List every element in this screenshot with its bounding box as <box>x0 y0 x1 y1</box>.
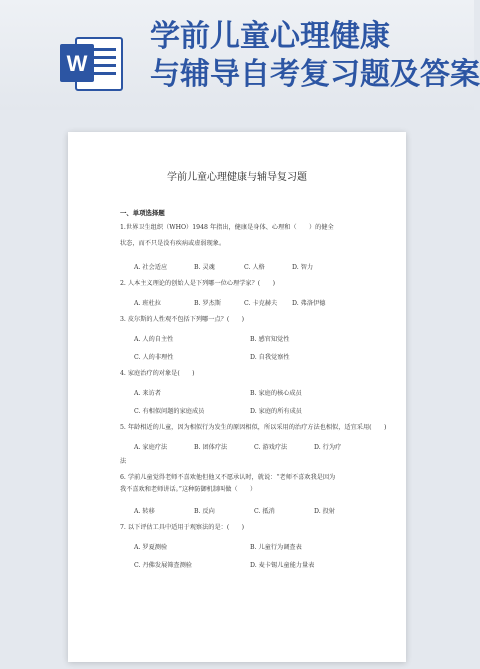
question-1-line1: 1.世界卫生组织（WHO）1948 年指出，健康是身体、心理和（ ）的健全 <box>120 224 334 231</box>
question-6-line2: 我不喜欢和老师讲话。”这种防御机制叫做（ ） <box>120 486 257 493</box>
option: D. 弗洛伊德 <box>292 300 326 307</box>
option: D. 麦卡锡儿童能力量表 <box>250 562 315 569</box>
option: B. 团体疗法 <box>194 444 228 451</box>
question-2: 2. 人本主义理论的创始人是下列哪一位心理学家？( ) <box>120 280 276 287</box>
question-6-line1: 6. 学前儿童觉得老师不喜欢他但他又不愿承认时，就说：“老师不喜欢我是因为 <box>120 474 336 481</box>
option: D. 行为疗 <box>314 444 342 451</box>
document-title: 学前儿童心理健康与辅导复习题 <box>167 172 307 183</box>
option: C. 有相似问题的家庭成员 <box>134 408 205 415</box>
option: A. 人的自主性 <box>134 336 174 343</box>
banner-title-line2: 与辅导自考复习题及答案 <box>150 57 480 92</box>
option: B. 灵魂 <box>194 264 215 271</box>
section-heading: 一、单项选择题 <box>120 209 165 217</box>
question-5-line2: 法 <box>120 458 127 465</box>
question-5: 5. 年龄相近的儿童，因为相似行为发生的原因相似，所以采用的治疗方法也相似，适宜采用( ) <box>120 424 387 431</box>
document-page <box>68 132 406 662</box>
question-1-line2: 状态，而不只是没有疾病或虚弱现象。 <box>120 240 226 247</box>
option: D. 智力 <box>292 264 314 271</box>
option: A. 家庭疗法 <box>134 444 168 451</box>
option: A. 罗夏测验 <box>134 544 168 551</box>
question-4: 4. 家庭治疗的对象是( ) <box>120 370 195 377</box>
question-6 <box>120 474 380 494</box>
option: D. 投射 <box>314 508 336 515</box>
option: C. 丹佛发展筛查测验 <box>134 562 192 569</box>
question-3: 3. 皮尔斯的人性观不包括下列哪一点？( ) <box>120 316 245 323</box>
option: B. 家庭的核心成员 <box>250 390 302 397</box>
option: C. 游戏疗法 <box>254 444 288 451</box>
option: A. 转移 <box>134 508 155 515</box>
option: D. 自我觉察性 <box>250 354 290 361</box>
option: B. 反向 <box>194 508 215 515</box>
option: B. 感官知觉性 <box>250 336 290 343</box>
option: D. 家庭的所有成员 <box>250 408 302 415</box>
question-1 <box>120 224 380 248</box>
option: C. 人的非理性 <box>134 354 174 361</box>
banner <box>0 0 480 110</box>
option: C. 抵消 <box>254 508 275 515</box>
option: B. 儿童行为调查表 <box>250 544 302 551</box>
option: A. 班杜拉 <box>134 300 161 307</box>
word-icon <box>60 34 124 94</box>
option: A. 社会适应 <box>134 264 168 271</box>
question-7: 7. 以下评估工具中适用于观察法的是：( ) <box>120 524 245 531</box>
svg-text:W: W <box>66 51 88 76</box>
banner-title <box>150 18 480 94</box>
option: B. 罗杰斯 <box>194 300 222 307</box>
option: C. 人格 <box>244 264 265 271</box>
option: C. 卡克赫夫 <box>244 300 278 307</box>
banner-title-line1: 学前儿童心理健康 <box>150 19 390 54</box>
option: A. 来访者 <box>134 390 161 397</box>
